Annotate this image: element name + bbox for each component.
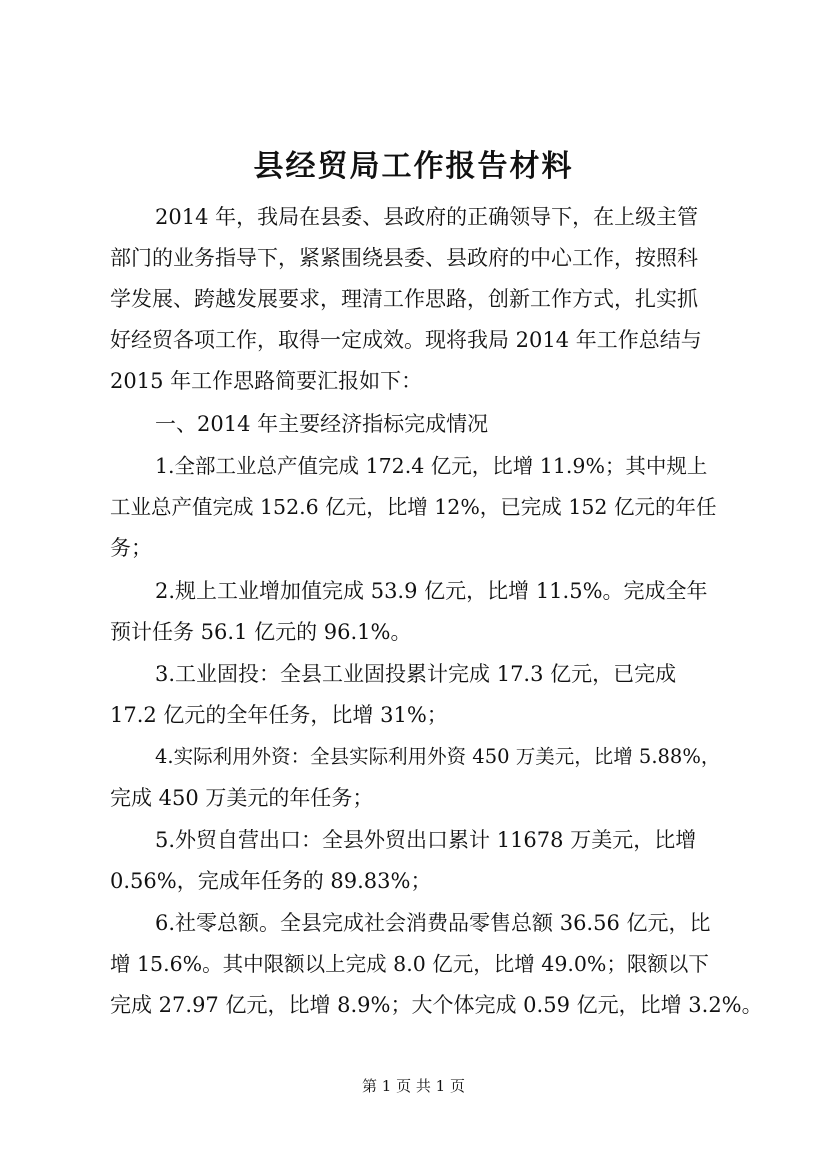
paragraph-line: 3.工业固投：全县工业固投累计完成 17.3 亿元，已完成 (155, 662, 677, 686)
paragraph-line: 2.规上工业增加值完成 53.9 亿元，比增 11.5%。完成全年 (155, 579, 708, 603)
paragraph-line: 6.社零总额。全县完成社会消费品零售总额 36.56 亿元，比 (155, 911, 711, 935)
paragraph-line: 完成 27.97 亿元，比增 8.9%；大个体完成 0.59 亿元，比增 3.2%。 (110, 993, 763, 1017)
document-title: 县经贸局工作报告材料 (253, 149, 574, 184)
paragraph-line: 学发展、跨越发展要求，理清工作思路，创新工作方式，扎实抓 (110, 287, 698, 311)
paragraph-line: 2014 年，我局在县委、县政府的正确领导下，在上级主管 (155, 205, 699, 229)
paragraph-line: 完成 450 万美元的年任务； (110, 786, 374, 810)
page-number-footer: 第 1 页 共 1 页 (362, 1077, 465, 1095)
paragraph-line: 5.外贸自营出口：全县外贸出口累计 11678 万美元，比增 (155, 828, 697, 852)
paragraph-line: 17.2 亿元的全年任务，比增 31%； (110, 703, 448, 727)
paragraph-line: 好经贸各项工作，取得一定成效。现将我局 2014 年工作总结与 (110, 328, 702, 352)
paragraph-line: 预计任务 56.1 亿元的 96.1%。 (110, 620, 412, 644)
paragraph-line: 增 15.6%。其中限额以上完成 8.0 亿元，比增 49.0%；限额以下 (110, 952, 709, 976)
paragraph-line: 工业总产值完成 152.6 亿元，比增 12%，已完成 152 亿元的年任 (110, 495, 717, 519)
paragraph-line: 部门的业务指导下，紧紧围绕县委、县政府的中心工作，按照科 (110, 246, 698, 270)
paragraph-line: 0.56%，完成年任务的 89.83%； (110, 869, 432, 893)
paragraph-line: 务； (110, 536, 152, 560)
section-heading: 一、2014 年主要经济指标完成情况 (155, 412, 489, 436)
paragraph-line: 1.全部工业总产值完成 172.4 亿元，比增 11.9%；其中规上 (155, 454, 708, 478)
paragraph-line: 2015 年工作思路简要汇报如下： (110, 369, 423, 393)
paragraph-line: 4.实际利用外资：全县实际利用外资 450 万美元，比增 5.88%， (155, 745, 721, 768)
